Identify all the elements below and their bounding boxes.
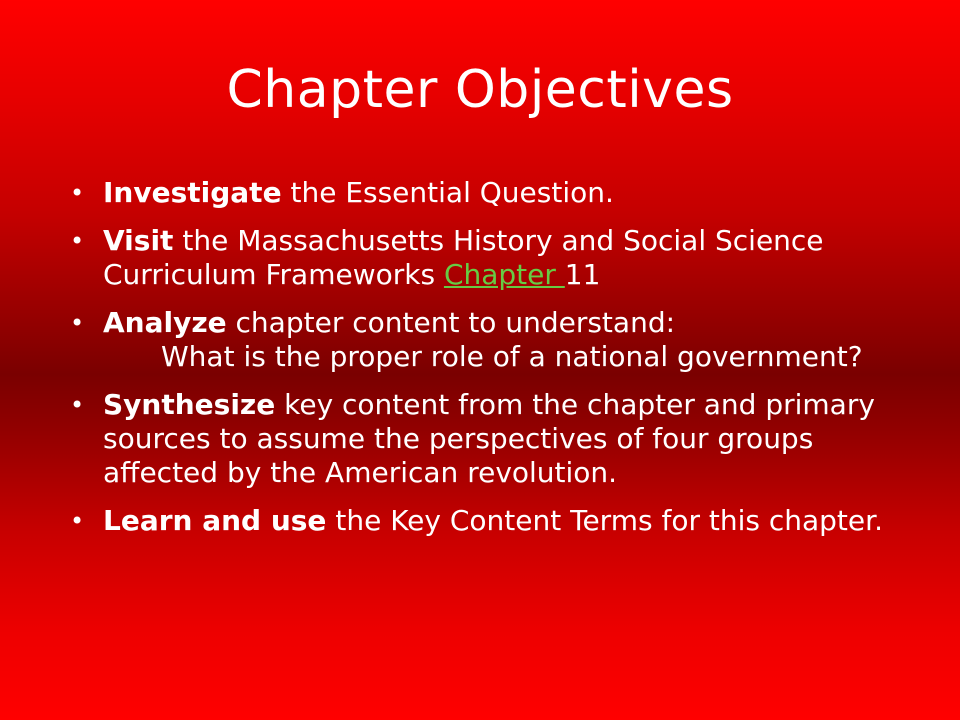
objectives-list bbox=[70, 176, 900, 552]
objective-analyze bbox=[70, 306, 900, 374]
bullet-icon: • bbox=[70, 507, 85, 535]
bullet-icon: • bbox=[70, 179, 85, 207]
objective-keyword: Visit bbox=[103, 224, 174, 257]
objective-question: What is the proper role of a national government? bbox=[161, 340, 863, 373]
objective-keyword: Learn and use bbox=[103, 504, 327, 537]
objective-keyword: Synthesize bbox=[103, 388, 276, 421]
objective-keyword: Analyze bbox=[103, 306, 227, 339]
objective-text: the Essential Question. bbox=[281, 176, 614, 209]
objective-text-suffix: 11 bbox=[564, 258, 601, 291]
bullet-icon: • bbox=[70, 391, 85, 419]
objective-text: chapter content to understand: bbox=[226, 306, 676, 339]
bullet-icon: • bbox=[70, 227, 85, 255]
objective-text: the Key Content Terms for this chapter. bbox=[326, 504, 883, 537]
slide-title: Chapter Objectives bbox=[226, 60, 734, 120]
objective-text: key content from the chapter and primary sources to assume the perspectives of four groups affected by the American revolution. bbox=[103, 388, 875, 489]
objective-investigate bbox=[70, 176, 900, 210]
objective-keyword: Investigate bbox=[103, 176, 282, 209]
objective-learn bbox=[70, 504, 900, 538]
objective-text: the Massachusetts History and Social Science Curriculum Frameworks bbox=[103, 224, 824, 291]
objective-synthesize bbox=[70, 388, 900, 490]
chapter-link[interactable]: Chapter bbox=[443, 258, 565, 291]
bullet-icon: • bbox=[70, 309, 85, 337]
objective-visit bbox=[70, 224, 900, 292]
